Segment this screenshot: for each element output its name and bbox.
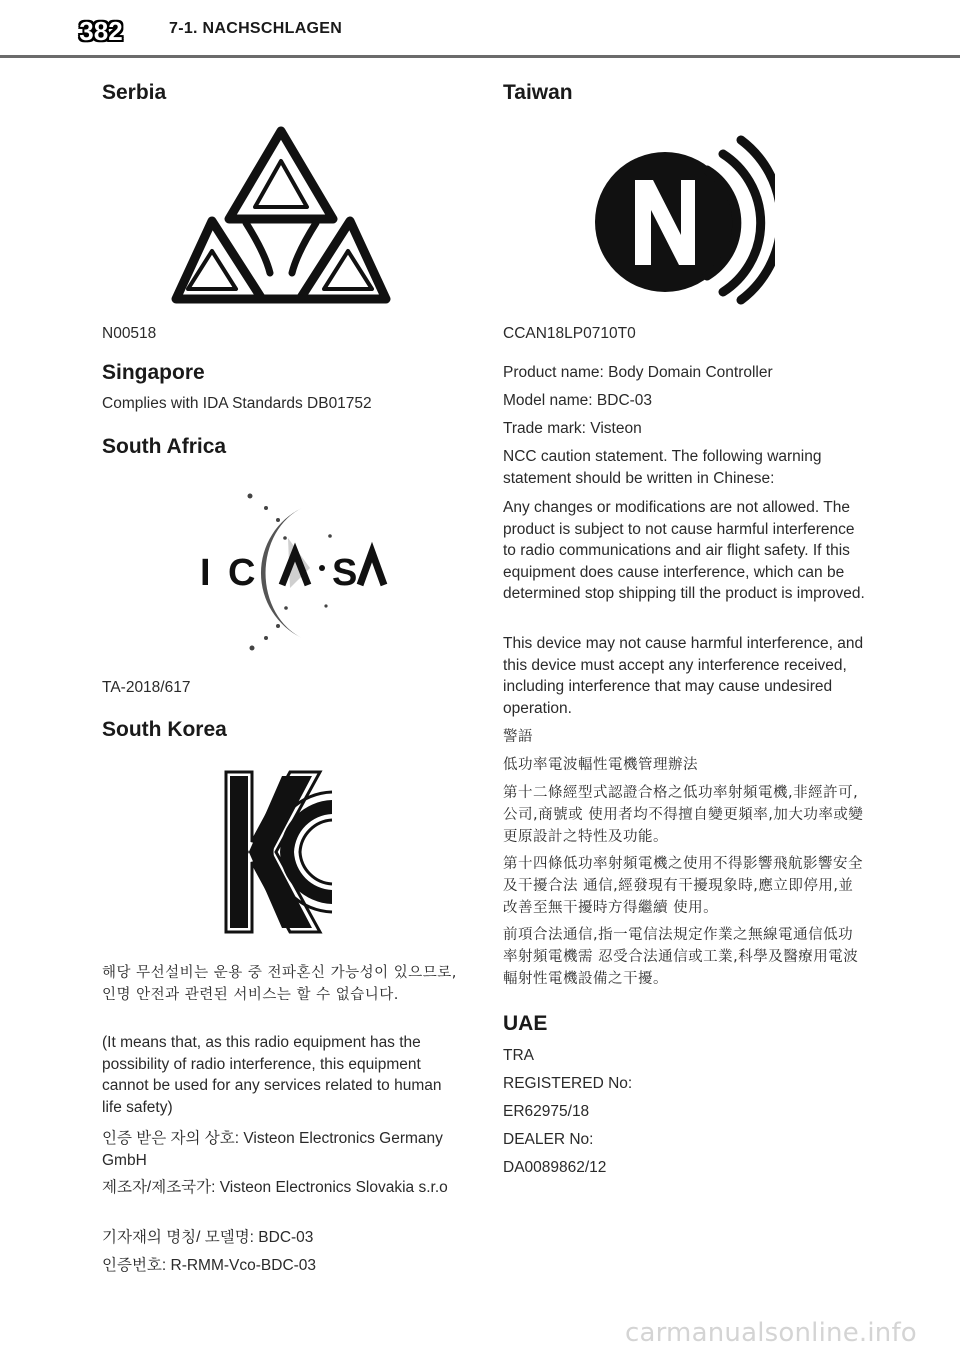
serbia-heading: Serbia [102,81,167,104]
taiwan-heading: Taiwan [503,81,573,104]
uae-line-5: DA0089862/12 [503,1159,607,1176]
korean-warning: 해당 무선설비는 운용 중 전파혼신 가능성이 있으므로, 인명 안전과 관련된 서비스는 할 수 없습니다. [102,965,457,1003]
certificant: 인증 받은 자의 상호: Visteon Electronics Germany GmbH [102,1130,443,1169]
product-name: Product name: Body Domain Controller [503,364,773,381]
uae-line-2: REGISTERED No: [503,1075,633,1092]
watermark: carmanualsonline.info [625,1318,917,1348]
english-warning: (It means that, as this radio equipment has the possibility of radio interference, this equipment cannot be used for any services related to human life safety) [102,1034,442,1116]
uae-line-1: TRA [503,1047,534,1064]
singapore-text: Complies with IDA Standards DB01752 [102,395,372,412]
icasa-letter-c: C [228,552,256,594]
south-africa-heading: South Africa [102,435,227,458]
page-number: 382 [79,16,123,46]
kc-logo [220,770,340,935]
uae-line-3: ER62975/18 [503,1103,590,1120]
cert-number: 인증번호: R-RMM-Vco-BDC-03 [102,1257,317,1274]
zh-paragraph-3: 第十四條低功率射頻電機之使用不得影響飛航影響安全及干擾合法 通信,經發現有干擾現象時,應立即停用,並改善至無干擾時方得繼續 使用。 [503,856,863,916]
zh-paragraph-4: 前項合法通信,指一電信法規定作業之無線電通信低功率射頻電機需 忍受合法通信或工業,科學及醫療用電波輻射性電機設備之干擾。 [503,927,859,987]
serbia-triangle-logo [170,123,392,306]
model-name-kr: 기자재의 명칭/ 모델명: BDC-03 [102,1229,314,1246]
zh-paragraph-2: 第十二條經型式認證合格之低功率射頻電機,非經許可,公司,商號或 使用者均不得擅自變更頻率,加大功率或變更原設計之特性及功能。 [503,785,864,845]
uae-heading: UAE [503,1012,548,1035]
zh-heading: 警語 [503,729,533,745]
south-korea-heading: South Korea [102,718,227,741]
zh-line-1: 低功率電波輻性電機管理辦法 [503,757,698,773]
icasa-logo [190,488,390,658]
serbia-code: N00518 [102,325,157,342]
svg-text:S: S [332,552,358,594]
manufacturer: 제조자/제조국가: Visteon Electronics Slovakia s.r.o [102,1179,448,1196]
uae-line-4: DEALER No: [503,1131,594,1148]
model-name: Model name: BDC-03 [503,392,653,409]
section-title: 7-1. NACHSCHLAGEN [169,20,343,37]
ncc-logo [595,130,775,305]
icasa-letter-i: I [200,552,211,594]
trade-mark: Trade mark: Visteon [503,420,642,437]
page-header [0,0,960,58]
changes-paragraph: Any changes or modifications are not allowed. The product is subject to not cause harmful interference to radio communications and air flight safety. If this equipment does cause interference, which can be determined stop shipping till the product is improved. [503,499,865,602]
south-africa-code: TA-2018/617 [102,679,191,696]
ncc-statement: NCC caution statement. The following warning statement should be written in Chinese: [503,448,822,487]
singapore-heading: Singapore [102,361,205,384]
taiwan-code: CCAN18LP0710T0 [503,325,636,342]
header-rule [0,55,960,58]
device-paragraph: This device may not cause harmful interference, and this device must accept any interference received, including interference that may cause undesired operation. [503,635,864,717]
